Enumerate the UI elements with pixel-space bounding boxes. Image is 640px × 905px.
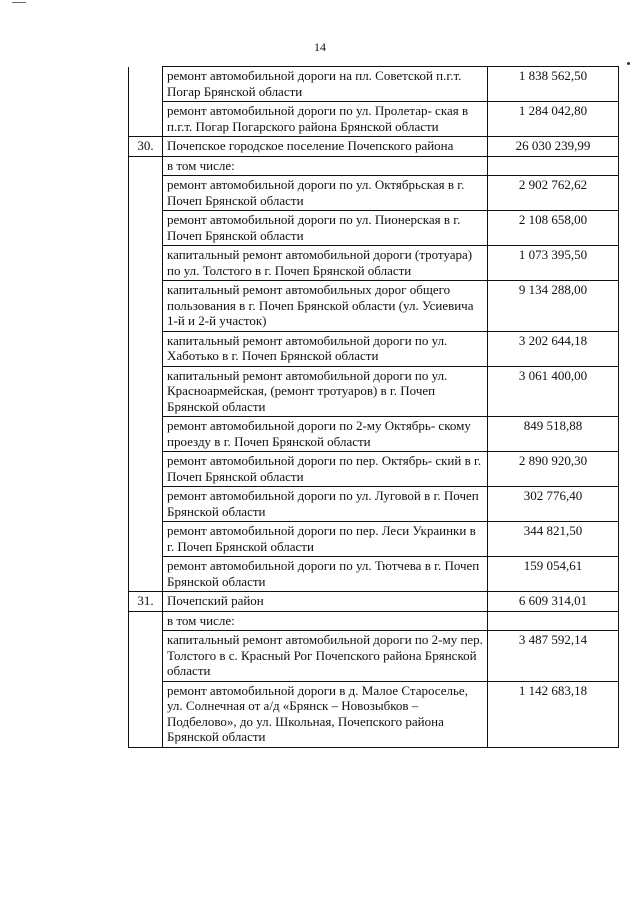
row-number-cell (129, 281, 163, 332)
amount-cell (488, 156, 619, 176)
description-cell: Почепское городское поселение Почепского района (163, 137, 488, 157)
amount-cell (488, 611, 619, 631)
table-row (129, 681, 619, 747)
amount-cell: 26 030 239,99 (488, 137, 619, 157)
row-number-cell (129, 487, 163, 522)
amount-cell: 1 838 562,50 (488, 67, 619, 102)
table-row (129, 211, 619, 246)
row-number-cell (129, 67, 163, 102)
description-cell: ремонт автомобильной дороги на пл. Советской п.г.т. Погар Брянской области (163, 67, 488, 102)
amount-cell: 1 142 683,18 (488, 681, 619, 747)
table-row (129, 67, 619, 102)
row-number-cell (129, 102, 163, 137)
description-cell: ремонт автомобильной дороги по пер. Леси Украинки в г. Почеп Брянской области (163, 522, 488, 557)
row-number-cell (129, 681, 163, 747)
table-row (129, 137, 619, 157)
amount-cell: 3 061 400,00 (488, 366, 619, 417)
row-number-cell (129, 156, 163, 176)
table-row (129, 102, 619, 137)
description-cell: капитальный ремонт автомобильной дороги по 2-му пер. Толстого в с. Красный Рог Почепского района Брянской области (163, 631, 488, 682)
amount-cell: 849 518,88 (488, 417, 619, 452)
table-row (129, 331, 619, 366)
amount-cell: 3 202 644,18 (488, 331, 619, 366)
row-number-cell (129, 211, 163, 246)
amount-cell: 344 821,50 (488, 522, 619, 557)
amount-cell: 2 902 762,62 (488, 176, 619, 211)
amount-cell: 2 890 920,30 (488, 452, 619, 487)
allocation-table (128, 66, 619, 748)
description-cell: ремонт автомобильной дороги по ул. Луговой в г. Почеп Брянской области (163, 487, 488, 522)
table-row (129, 281, 619, 332)
row-number-cell (129, 417, 163, 452)
description-cell: в том числе: (163, 611, 488, 631)
description-cell: ремонт автомобильной дороги по ул. Пионерская в г. Почеп Брянской области (163, 211, 488, 246)
description-cell: ремонт автомобильной дороги по ул. Тютчева в г. Почеп Брянской области (163, 557, 488, 592)
scan-dash-mark (12, 2, 26, 3)
table-row (129, 366, 619, 417)
table-row (129, 156, 619, 176)
row-number-cell (129, 522, 163, 557)
table-row (129, 557, 619, 592)
amount-cell: 1 073 395,50 (488, 246, 619, 281)
description-cell: ремонт автомобильной дороги по 2-му Октябрь- скому проезду в г. Почеп Брянской области (163, 417, 488, 452)
description-cell: капитальный ремонт автомобильной дороги по ул. Хаботько в г. Почеп Брянской области (163, 331, 488, 366)
description-cell: ремонт автомобильной дороги по пер. Октябрь- ский в г. Почеп Брянской области (163, 452, 488, 487)
amount-cell: 2 108 658,00 (488, 211, 619, 246)
table-row (129, 246, 619, 281)
row-number-cell (129, 452, 163, 487)
table-row (129, 487, 619, 522)
table-row (129, 417, 619, 452)
description-cell: капитальный ремонт автомобильной дороги (тротуара) по ул. Толстого в г. Почеп Брянской области (163, 246, 488, 281)
description-cell: ремонт автомобильной дороги по ул. Октябрьская в г. Почеп Брянской области (163, 176, 488, 211)
description-cell: ремонт автомобильной дороги в д. Малое Староселье, ул. Солнечная от а/д «Брянск – Новозыбков – Подбелово», до ул. Школьная, Почепского района Брянской области (163, 681, 488, 747)
table-row (129, 631, 619, 682)
row-number-cell (129, 331, 163, 366)
table-row (129, 452, 619, 487)
row-number-cell (129, 557, 163, 592)
description-cell: ремонт автомобильной дороги по ул. Пролетар- ская в п.г.т. Погар Погарского района Брянской области (163, 102, 488, 137)
description-cell: в том числе: (163, 156, 488, 176)
row-number-cell: 31. (129, 592, 163, 612)
page-number: 14 (314, 40, 326, 54)
amount-cell: 159 054,61 (488, 557, 619, 592)
amount-cell: 6 609 314,01 (488, 592, 619, 612)
table-row (129, 592, 619, 612)
table-row (129, 176, 619, 211)
amount-cell: 1 284 042,80 (488, 102, 619, 137)
description-cell: капитальный ремонт автомобильной дороги по ул. Красноармейская, (ремонт тротуаров) в г. Почеп Брянской области (163, 366, 488, 417)
row-number-cell (129, 611, 163, 631)
row-number-cell: 30. (129, 137, 163, 157)
amount-cell: 3 487 592,14 (488, 631, 619, 682)
row-number-cell (129, 246, 163, 281)
amount-cell: 9 134 288,00 (488, 281, 619, 332)
table-row (129, 611, 619, 631)
description-cell: Почепский район (163, 592, 488, 612)
scan-dot-mark (627, 62, 630, 65)
row-number-cell (129, 631, 163, 682)
amount-cell: 302 776,40 (488, 487, 619, 522)
table-row (129, 522, 619, 557)
row-number-cell (129, 176, 163, 211)
description-cell: капитальный ремонт автомобильных дорог общего пользования в г. Почеп Брянской области (ул. Усиевича 1-й и 2-й участок) (163, 281, 488, 332)
row-number-cell (129, 366, 163, 417)
